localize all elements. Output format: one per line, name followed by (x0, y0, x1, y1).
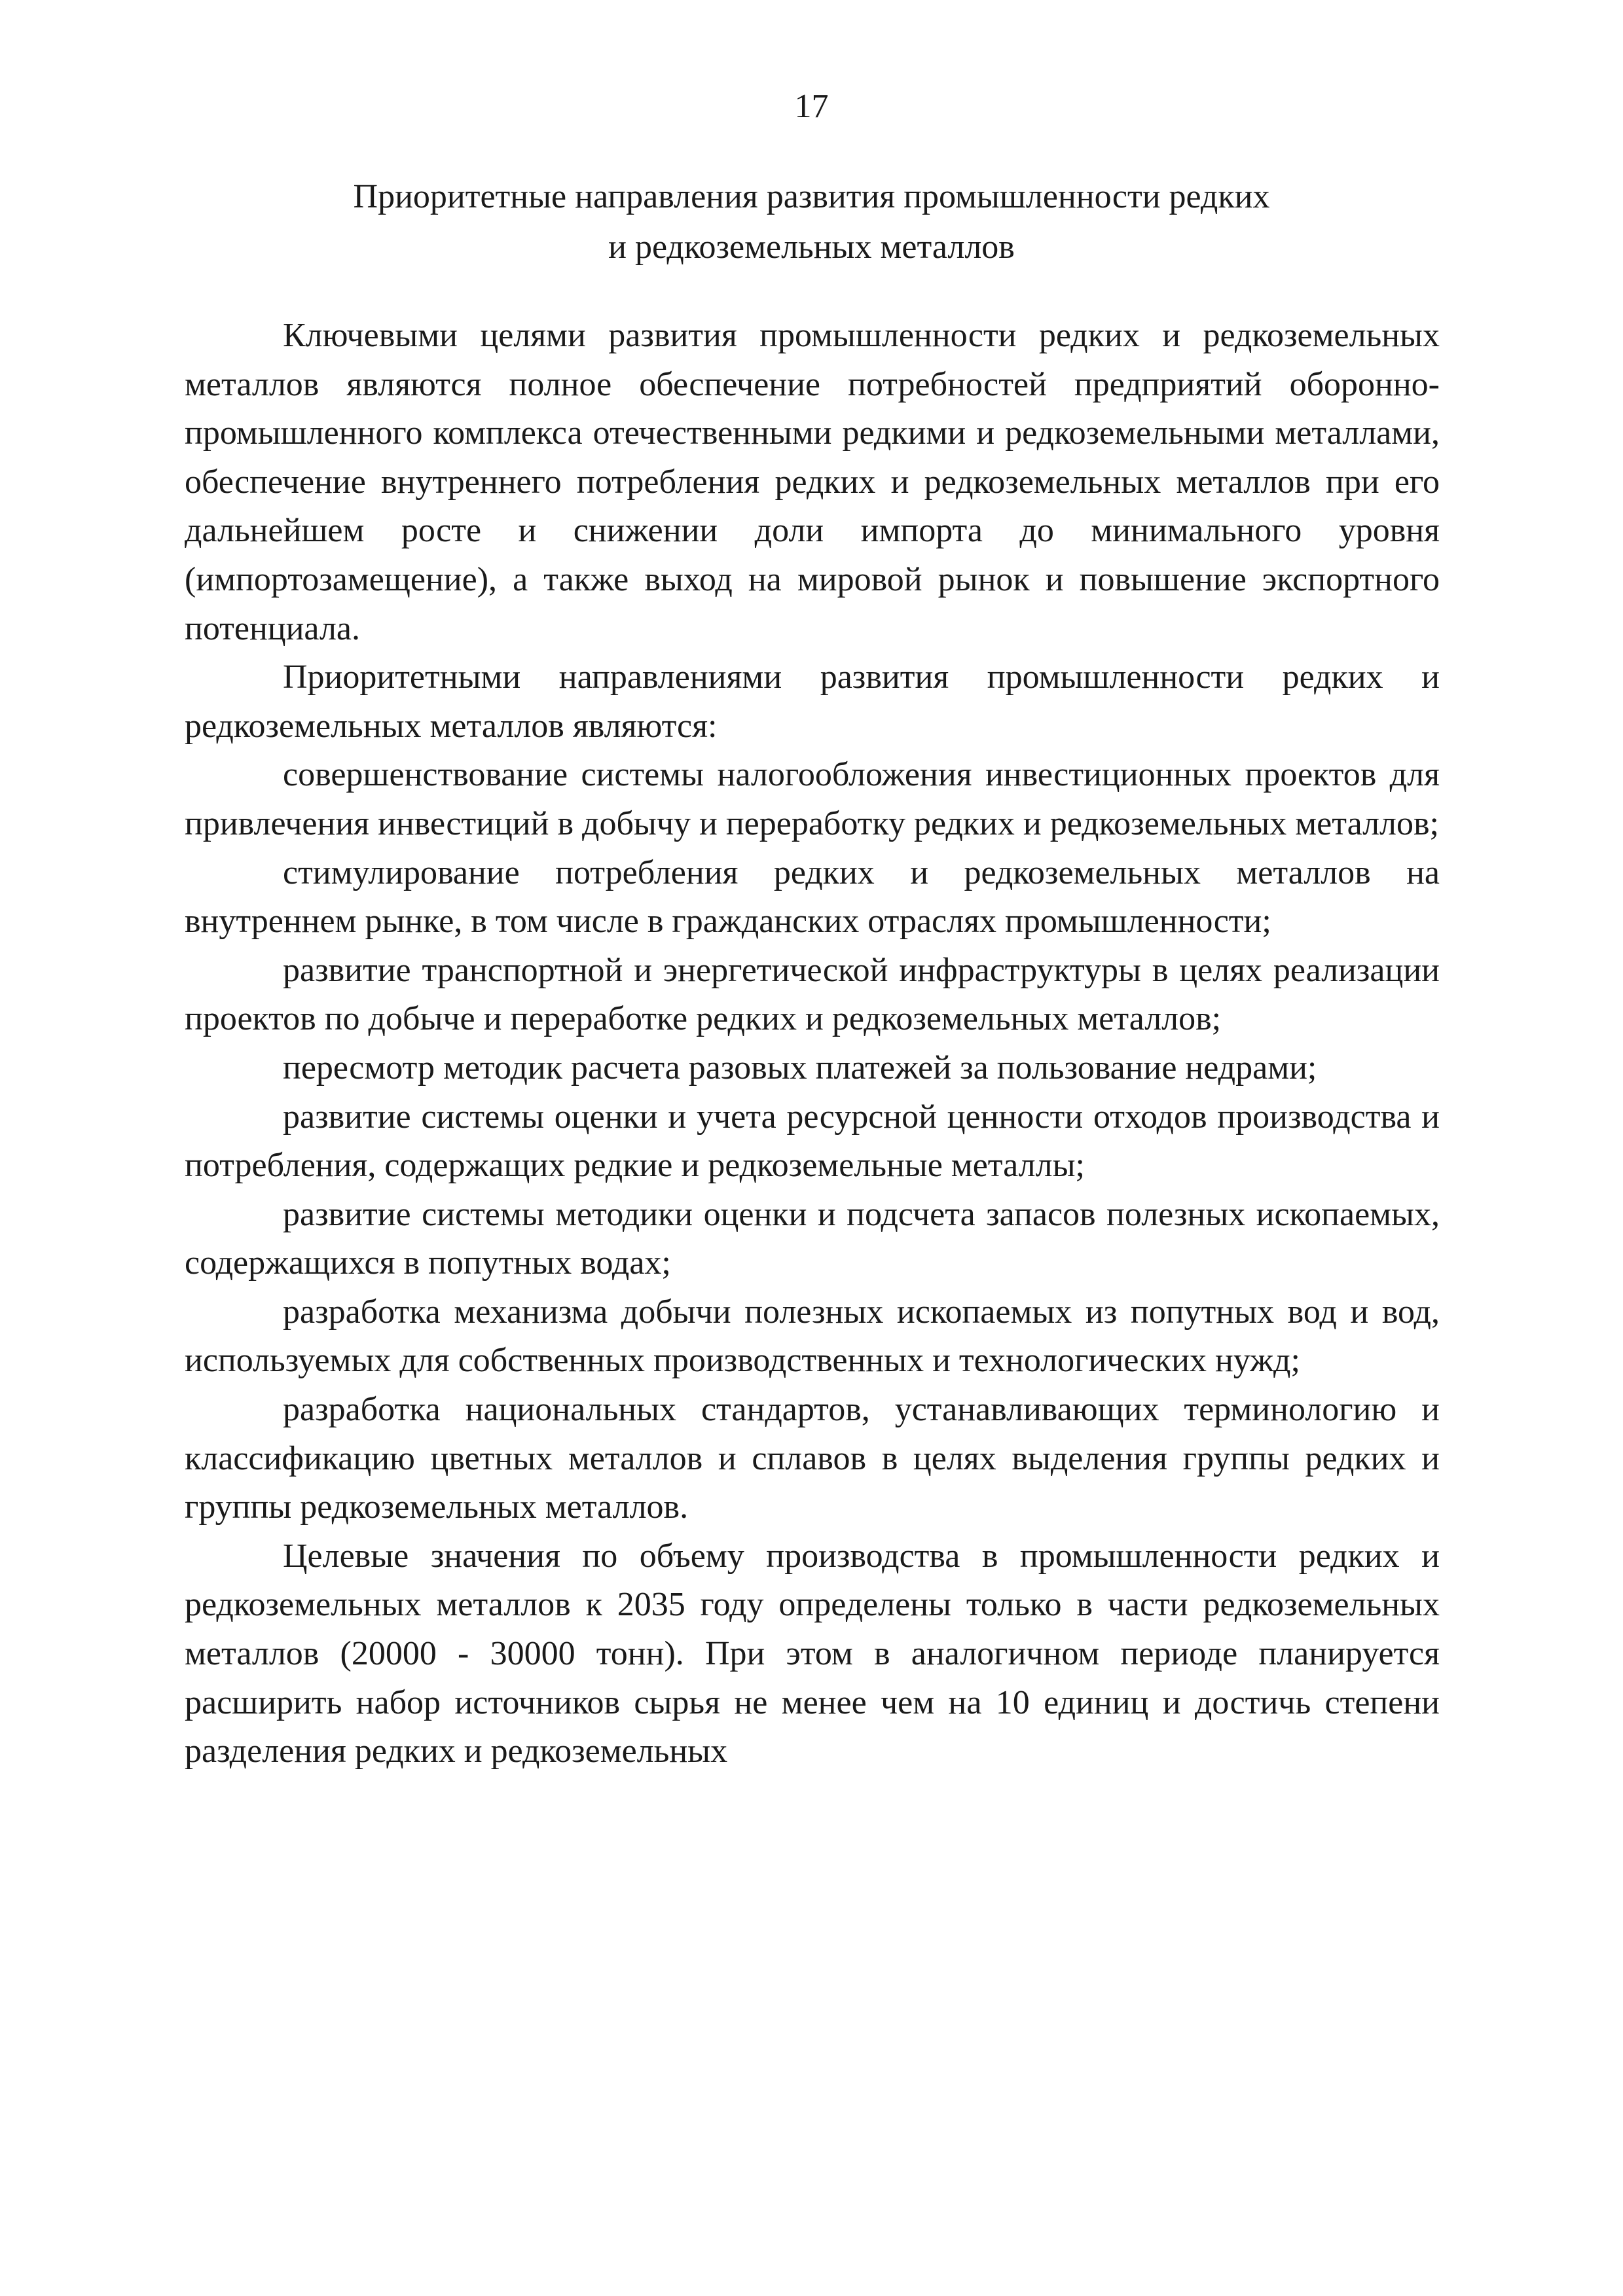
section-title-line-1: Приоритетные направления развития промышленности редких (353, 178, 1270, 215)
document-body (185, 312, 1440, 1776)
list-item-standards: разработка национальных стандартов, устанавливающих терминологию и классификацию цветных металлов и сплавов в целях выделения группы редких и группы редкоземельных металлов. (185, 1391, 1440, 1526)
section-title-line-2: и редкоземельных металлов (608, 228, 1015, 266)
list-item-waste: развитие системы оценки и учета ресурсной ценности отходов производства и потребления, содержащих редкие и редкоземельные металлы; (185, 1098, 1440, 1185)
paragraph-targets: Целевые значения по объему производства в промышленности редких и редкоземельных металлов к 2035 году определены только в части редкоземельных металлов (20000 - 30000 тонн). При этом в аналогичном периоде планируется расширить набор источников сырья не менее чем на 10 единиц и достичь степени разделения редких и редкоземельных (185, 1537, 1440, 1770)
section-title (0, 171, 1623, 272)
list-item-infrastructure: развитие транспортной и энергетической инфраструктуры в целях реализации проектов по добыче и переработке редких и редкоземельных металлов; (185, 951, 1440, 1038)
paragraph-priority-intro: Приоритетными направлениями развития промышленности редких и редкоземельных металлов являются: (185, 658, 1440, 745)
list-item-taxation: совершенствование системы налогообложения инвестиционных проектов для привлечения инвестиций в добычу и переработку редких и редкоземельных металлов; (185, 756, 1440, 842)
list-item-extraction: разработка механизма добычи полезных ископаемых из попутных вод и вод, используемых для собственных производственных и технологических нужд; (185, 1293, 1440, 1380)
list-item-consumption: стимулирование потребления редких и редкоземельных металлов на внутреннем рынке, в том числе в гражданских отраслях промышленности; (185, 853, 1440, 941)
paragraph-key-goals: Ключевыми целями развития промышленности редких и редкоземельных металлов являются полное обеспечение потребностей предприятий оборонно-промышленного комплекса отечественными редкими и редкоземельными металлами, обеспечение внутреннего потребления редких и редкоземельных металлов при его дальнейшем росте и снижении доли импорта до минимального уровня (импортозамещение), а также выход на мировой рынок и повышение экспортного потенциала. (185, 317, 1440, 647)
list-item-payments: пересмотр методик расчета разовых платежей за пользование недрами; (283, 1049, 1317, 1086)
page-number: 17 (794, 88, 829, 125)
list-item-reserves: развитие системы методики оценки и подсчета запасов полезных ископаемых, содержащихся в попутных водах; (185, 1195, 1440, 1282)
